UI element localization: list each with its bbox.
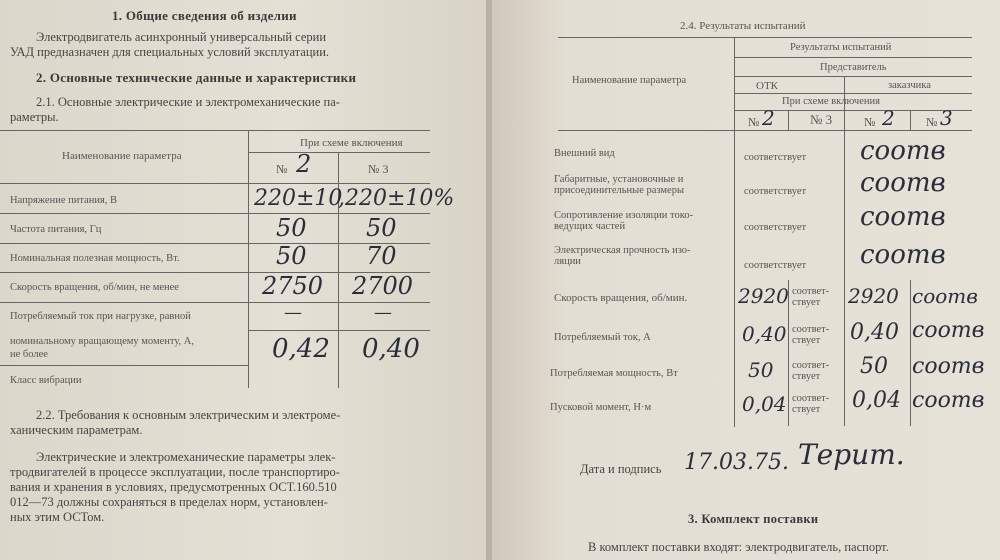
- section-22-body-1: Электрические и электромеханические параметры элек-: [36, 450, 336, 464]
- date-signature-label: Дата и подпись: [580, 462, 662, 476]
- col-customer-header: заказчика: [888, 80, 931, 91]
- row-frequency-a: 50: [276, 214, 307, 242]
- result-row-current-otk-value: 0,40: [742, 322, 787, 346]
- result-row-speed-otk-1: соответ-: [792, 286, 830, 297]
- section-24-title: 2.4. Результаты испытаний: [680, 20, 806, 32]
- result-row-current-cust-value: 0,40: [850, 320, 899, 345]
- col-results-header: Результаты испытаний: [790, 42, 892, 53]
- col-scheme-header: При схеме включения: [300, 137, 403, 149]
- result-row-torque-otk-1: соответ-: [792, 393, 830, 404]
- row-torque-label-2: не более: [10, 349, 48, 360]
- result-row-power-label: Потребляемая мощность, Вт: [550, 368, 678, 379]
- cust-scheme-3-label: №: [926, 115, 938, 129]
- section-22-body-4: 012—73 должны сохраняться в пределах норм, установлен-: [10, 495, 328, 509]
- section-2-title: 2. Основные технические данные и характеристики: [36, 70, 357, 85]
- result-row-current-otk-1: соответ-: [792, 324, 830, 335]
- result-row-dimensions-label-2: присоединительные размеры: [554, 185, 685, 196]
- col-scheme-header: При схеме включения: [782, 96, 880, 107]
- row-current-b: —: [374, 302, 392, 323]
- row-power-b: 70: [366, 242, 397, 270]
- row-speed-a: 2750: [262, 272, 324, 300]
- otk-scheme-2-label: №: [748, 115, 760, 129]
- result-row-strength-label: Электрическая прочность изо-: [554, 245, 691, 256]
- col-otk-header: ОТК: [756, 80, 778, 92]
- result-row-strength-cust: соотв: [860, 240, 946, 270]
- row-power-label: Номинальная полезная мощность, Вт.: [10, 253, 180, 264]
- result-row-insulation-otk: соответствует: [744, 222, 807, 233]
- row-frequency-label: Частота питания, Гц: [10, 224, 102, 235]
- result-row-speed-cust-value: 2920: [848, 284, 899, 308]
- result-row-torque-otk-2: ствует: [792, 404, 821, 415]
- col-param-header: Наименование параметра: [62, 150, 182, 162]
- result-row-speed-otk-value: 2920: [738, 284, 789, 308]
- result-row-dimensions-label: Габаритные, установочные и: [554, 174, 684, 185]
- section-22-line-2: ханическим параметрам.: [10, 423, 143, 437]
- result-row-insulation-label: Сопротивление изоляции токо-: [554, 210, 694, 221]
- row-torque-label: номинальному вращающему моменту, А,: [10, 336, 194, 347]
- cust-scheme-2-handwritten: 2: [882, 106, 895, 130]
- row-torque-a: 0,42: [272, 334, 330, 364]
- result-row-insulation-cust: соотв: [860, 202, 946, 232]
- section-1-line-2: УАД предназначен для специальных условий эксплуатации.: [10, 45, 330, 59]
- result-row-appearance-cust: соотв: [860, 136, 946, 166]
- row-vibration-label: Класс вибрации: [10, 375, 82, 386]
- result-row-dimensions-cust: соотв: [860, 168, 946, 198]
- result-row-appearance-otk: соответствует: [744, 152, 807, 163]
- row-speed-b: 2700: [352, 272, 414, 300]
- section-22-body-2: тродвигателей в процессе эксплуатации, после транспортиро-: [10, 465, 340, 479]
- scheme-a-label: №: [276, 162, 288, 176]
- result-row-current-otk-2: ствует: [792, 335, 821, 346]
- result-row-current-label: Потребляемый ток, А: [554, 332, 651, 343]
- row-frequency-b: 50: [366, 214, 397, 242]
- date-handwritten: 17.03.75.: [684, 450, 789, 475]
- col-rep-header: Представитель: [820, 62, 887, 73]
- result-row-torque-cust-value: 0,04: [852, 388, 901, 413]
- result-row-current-cust: соотв: [912, 318, 985, 343]
- signature-handwritten: Терит.: [798, 438, 905, 471]
- col-param-header: Наименование параметра: [572, 75, 687, 86]
- row-voltage-a: 220±10: [254, 186, 343, 211]
- result-row-power-otk-value: 50: [748, 358, 774, 382]
- result-row-speed-label: Скорость вращения, об/мин.: [554, 292, 688, 304]
- section-1-line-1: Электродвигатель асинхронный универсальный серии: [36, 30, 327, 44]
- otk-scheme-3-label: № 3: [810, 112, 833, 127]
- result-row-torque-cust: соотв: [912, 388, 985, 413]
- section-22-body-5: ных этим ОСТом.: [10, 510, 105, 524]
- row-voltage-label: Напряжение питания, В: [10, 195, 118, 206]
- section-1-title: 1. Общие сведения об изделии: [112, 8, 297, 23]
- result-row-insulation-label-2: ведущих частей: [554, 221, 626, 232]
- row-voltage-b: ,220±10%: [338, 186, 455, 211]
- cust-scheme-3-handwritten: 3: [940, 106, 953, 130]
- right-page: [492, 0, 1000, 560]
- result-row-power-cust: соотв: [912, 354, 985, 379]
- left-page: [0, 0, 486, 560]
- scheme-a-handwritten: 2: [296, 150, 312, 178]
- result-row-speed-otk-2: ствует: [792, 297, 821, 308]
- section-3-title: 3. Комплект поставки: [688, 512, 819, 526]
- row-torque-b: 0,40: [362, 334, 420, 364]
- otk-scheme-2-handwritten: 2: [762, 106, 775, 130]
- section-22-body-3: вания и хранения в условиях, предусмотренных ОСТ.160.510: [10, 480, 337, 494]
- section-3-text: В комплект поставки входят: электродвигатель, паспорт.: [588, 540, 889, 554]
- result-row-appearance-label: Внешний вид: [554, 148, 615, 159]
- result-row-strength-otk: соответствует: [744, 260, 807, 271]
- result-row-power-otk-1: соответ-: [792, 360, 830, 371]
- section-22-line-1: 2.2. Требования к основным электрическим и электроме-: [36, 408, 341, 422]
- result-row-power-otk-2: ствует: [792, 371, 821, 382]
- result-row-torque-otk-value: 0,04: [742, 392, 787, 416]
- row-speed-label: Скорость вращения, об/мин, не менее: [10, 282, 179, 293]
- result-row-torque-label: Пусковой момент, Н·м: [550, 402, 652, 413]
- row-power-a: 50: [276, 242, 307, 270]
- cust-scheme-2-label: №: [864, 115, 876, 129]
- scheme-b-label: № 3: [368, 162, 389, 176]
- row-current-label: Потребляемый ток при нагрузке, равной: [10, 311, 191, 322]
- result-row-speed-cust: соотв: [912, 284, 978, 308]
- result-row-strength-label-2: ляции: [554, 256, 581, 267]
- section-21-line-1: 2.1. Основные электрические и электромеханические па-: [36, 95, 340, 109]
- row-current-a: —: [284, 302, 302, 323]
- result-row-dimensions-otk: соответствует: [744, 186, 807, 197]
- result-row-power-cust-value: 50: [860, 354, 888, 379]
- section-21-line-2: раметры.: [10, 110, 59, 124]
